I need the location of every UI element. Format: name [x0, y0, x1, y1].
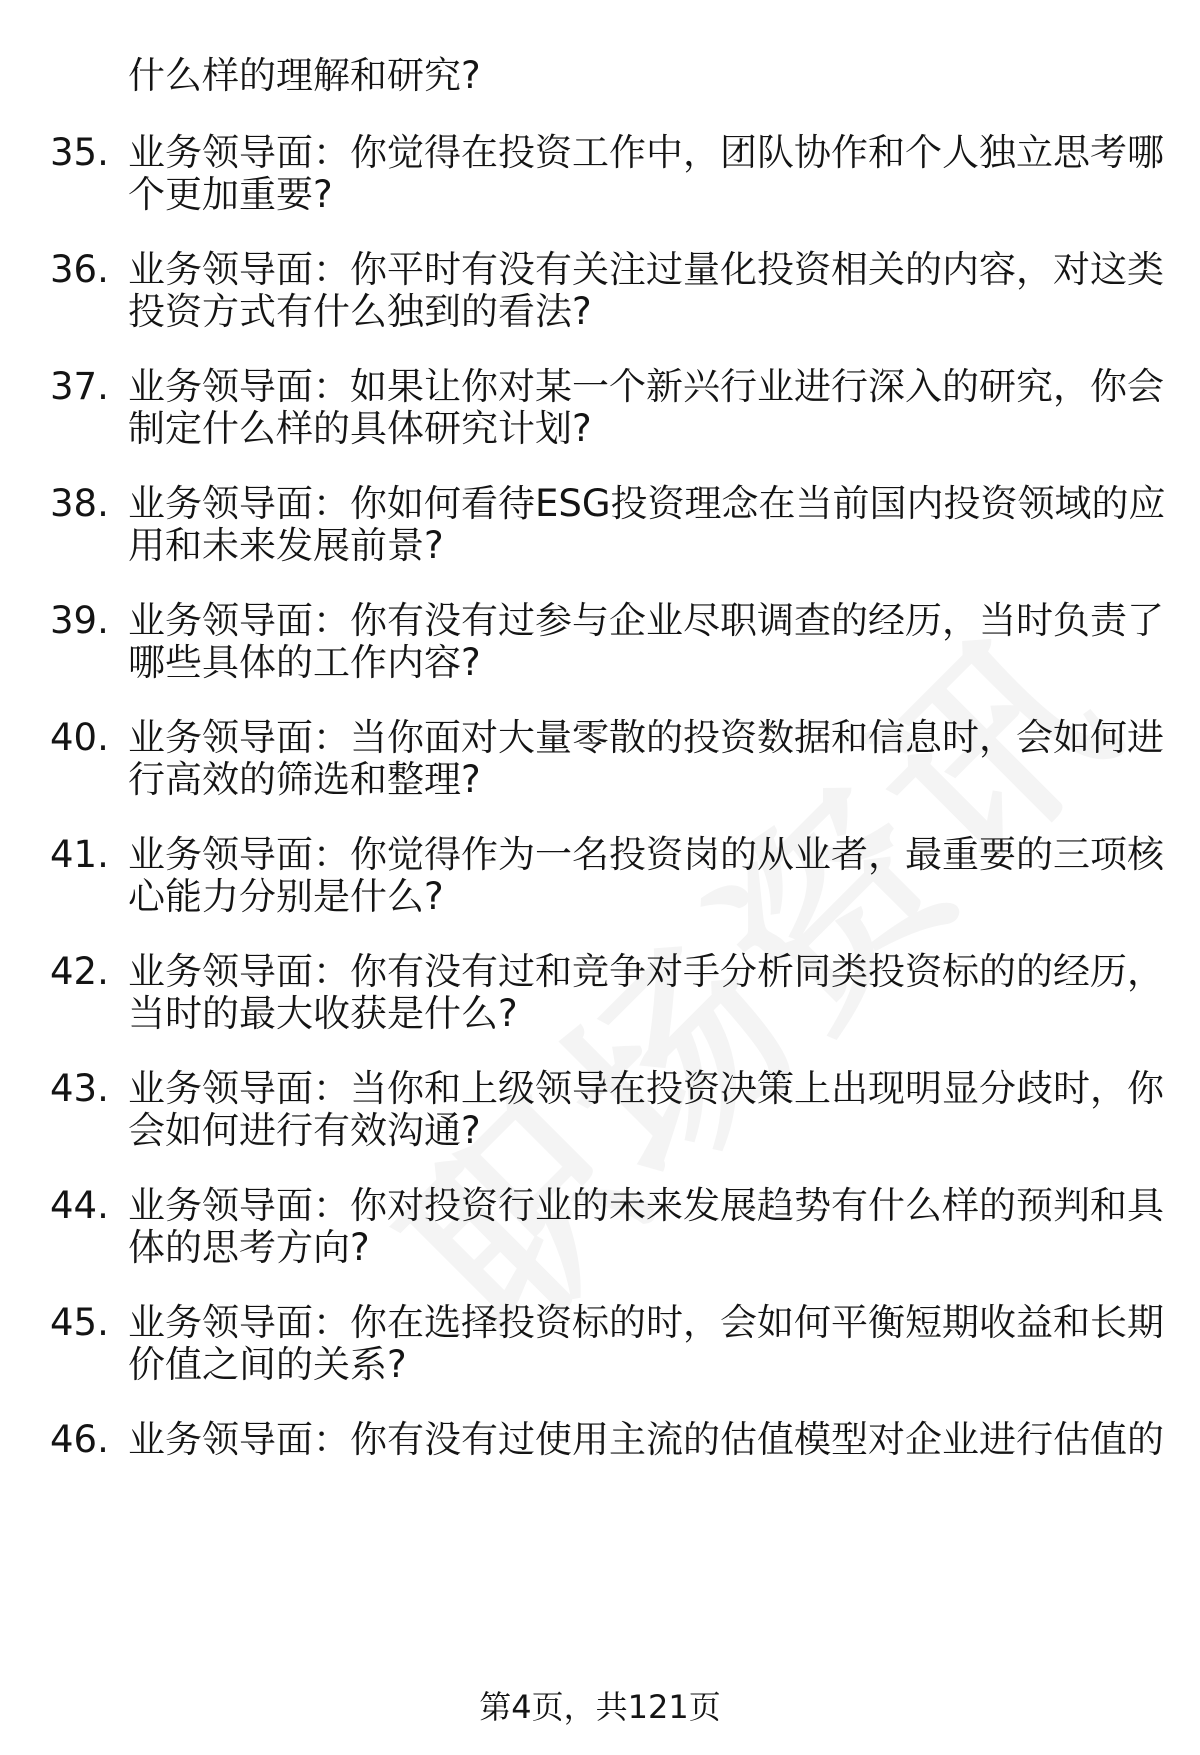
- question-number: 44.: [50, 1184, 109, 1227]
- question-number: 36.: [50, 248, 109, 291]
- question-text-line: 体的思考方向?: [128, 1226, 370, 1269]
- question-number: 38.: [50, 482, 109, 525]
- question-text-line: 心能力分别是什么?: [128, 875, 444, 918]
- question-number: 43.: [50, 1067, 109, 1110]
- question-text-line: 哪些具体的工作内容?: [128, 641, 481, 684]
- question-number: 46.: [50, 1418, 109, 1461]
- question-text-line: 业务领导面：你如何看待ESG投资理念在当前国内投资领域的应: [128, 482, 1166, 525]
- question-text-line: 价值之间的关系?: [128, 1343, 407, 1386]
- question-text-line: 会如何进行有效沟通?: [128, 1109, 481, 1152]
- question-number: 41.: [50, 833, 109, 876]
- question-text-line: 业务领导面：当你面对大量零散的投资数据和信息时，会如何进: [128, 716, 1164, 759]
- question-number: 37.: [50, 365, 109, 408]
- question-text-line: 业务领导面：你有没有过参与企业尽职调查的经历，当时负责了: [128, 599, 1164, 642]
- question-number: 45.: [50, 1301, 109, 1344]
- question-text-line: 业务领导面：你在选择投资标的时，会如何平衡短期收益和长期: [128, 1301, 1164, 1344]
- question-text-line: 业务领导面：你觉得在投资工作中，团队协作和个人独立思考哪: [128, 131, 1164, 174]
- question-text-line: 投资方式有什么独到的看法?: [128, 290, 592, 333]
- question-text-line: 业务领导面：你平时有没有关注过量化投资相关的内容，对这类: [128, 248, 1164, 291]
- question-number: 40.: [50, 716, 109, 759]
- question-text-line: 业务领导面：你有没有过使用主流的估值模型对企业进行估值的: [128, 1418, 1164, 1461]
- question-text-line: 业务领导面：当你和上级领导在投资决策上出现明显分歧时，你: [128, 1067, 1164, 1110]
- question-text-line: 业务领导面：如果让你对某一个新兴行业进行深入的研究，你会: [128, 365, 1164, 408]
- question-number: 39.: [50, 599, 109, 642]
- question-text-line: 业务领导面：你觉得作为一名投资岗的从业者，最重要的三项核: [128, 833, 1164, 876]
- question-text-line: 行高效的筛选和整理?: [128, 758, 481, 801]
- question-text-line: 个更加重要?: [128, 173, 333, 216]
- page-footer: 第4页，共121页: [479, 1688, 721, 1726]
- question-text-line: 制定什么样的具体研究计划?: [128, 407, 592, 450]
- question-text-line: 当时的最大收获是什么?: [128, 992, 518, 1035]
- question-number: 42.: [50, 950, 109, 993]
- question-text-line: 业务领导面：你对投资行业的未来发展趋势有什么样的预判和具: [128, 1184, 1164, 1227]
- continuation-line: 什么样的理解和研究?: [128, 54, 481, 97]
- question-text-line: 用和未来发展前景?: [128, 524, 444, 567]
- question-number: 35.: [50, 131, 109, 174]
- question-text-line: 业务领导面：你有没有过和竞争对手分析同类投资标的的经历，: [128, 950, 1164, 993]
